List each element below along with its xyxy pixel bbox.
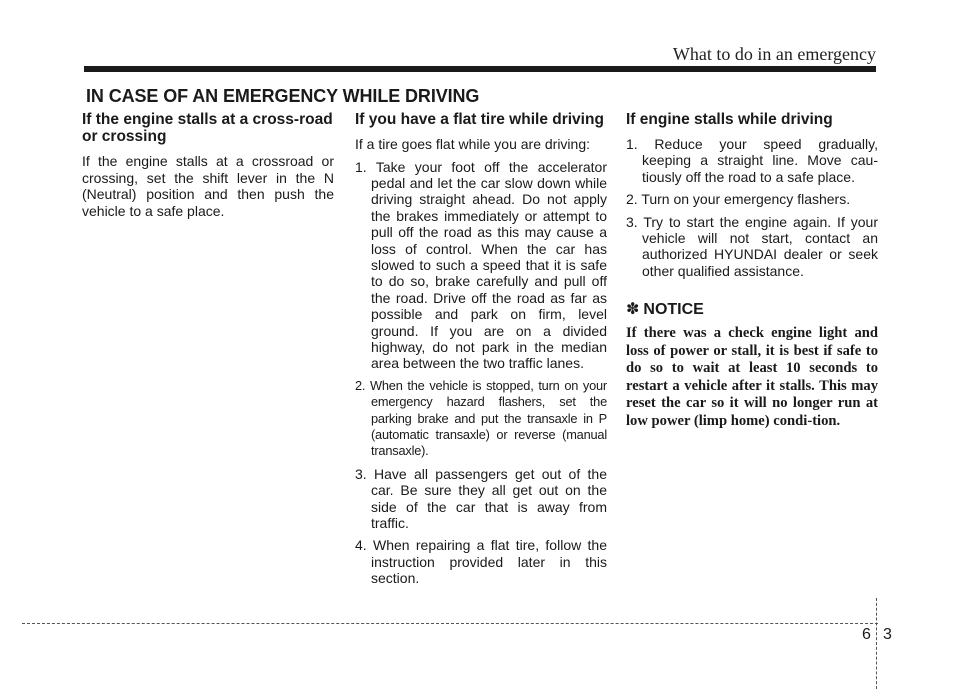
column-engine-stalls-crossing [82, 111, 334, 219]
notice-body: If there was a check engine light and loss of power or stall, it is best if safe to do so to wait at least 10 seconds to restart a vehicle after it stalls. This may reset the car so it will no longer run at low power (limp home) condi-tion. [626, 325, 878, 429]
chapter-header-title: What to do in an emergency [672, 44, 876, 64]
page-chapter-number: 6 [862, 626, 871, 643]
page-number: 3 [883, 626, 892, 643]
footer-page-divider [876, 598, 877, 689]
column-flat-tire [355, 111, 607, 593]
flat-tire-step-1: 1. Take your foot off the accelerator pedal and let the car slow down while driving straight ahead. Do not apply the brakes immediately or attempt to pull off the road as this may cause a loss of control. When the car has slowed to such a speed that it is safe to do so, brake carefully and pull off the road. Drive off the road as far as possible and park on firm, level ground. If you are on a divided highway, do not park in the median area between the two traffic lanes. [355, 158, 607, 372]
flat-tire-step-3: 3. Have all passengers get out of the car. Be sure they all get out on the side of the car that is away from traffic. [355, 465, 607, 532]
section-title: IN CASE OF AN EMERGENCY WHILE DRIVING [86, 86, 480, 106]
notice-asterisk-icon: ✽ [626, 299, 640, 319]
engine-stalls-steps [626, 136, 878, 279]
heading-flat-tire: If you have a flat tire while driving [355, 111, 604, 128]
heading-engine-stalls-driving: If engine stalls while driving [626, 111, 833, 128]
paragraph-engine-stalls-crossing: If the engine stalls at a crossroad or crossing, set the shift lever in the N (Neutral) position and then push the vehicle to a safe place. [82, 153, 334, 219]
flat-tire-intro: If a tire goes flat while you are driving: [355, 136, 591, 152]
header-rule [84, 66, 876, 72]
engine-stalls-step-1: 1. Reduce your speed gradually, keeping a straight line. Move cau-tiously off the road to a safe place. [626, 136, 878, 185]
notice-heading [626, 299, 878, 319]
engine-stalls-step-2: 2. Turn on your emergency flashers. [626, 191, 851, 208]
engine-stalls-step-3: 3. Try to start the engine again. If your vehicle will not start, contact an authorized HYUNDAI dealer or seek other qualified assistance. [626, 213, 878, 279]
notice-title: NOTICE [643, 301, 704, 319]
flat-tire-step-4: 4. When repairing a flat tire, follow the instruction provided later in this section. [355, 537, 607, 587]
heading-engine-stalls-crossing: If the engine stalls at a cross-road or crossing [82, 111, 333, 145]
flat-tire-step-2: 2. When the vehicle is stopped, turn on your emergency hazard flashers, set the parking brake and put the transaxle in P (automatic transaxle) or reverse (manual transaxle). [355, 377, 607, 459]
footer-dashed-rule [22, 623, 878, 624]
column-engine-stalls-driving [626, 111, 878, 430]
flat-tire-steps [355, 159, 607, 587]
